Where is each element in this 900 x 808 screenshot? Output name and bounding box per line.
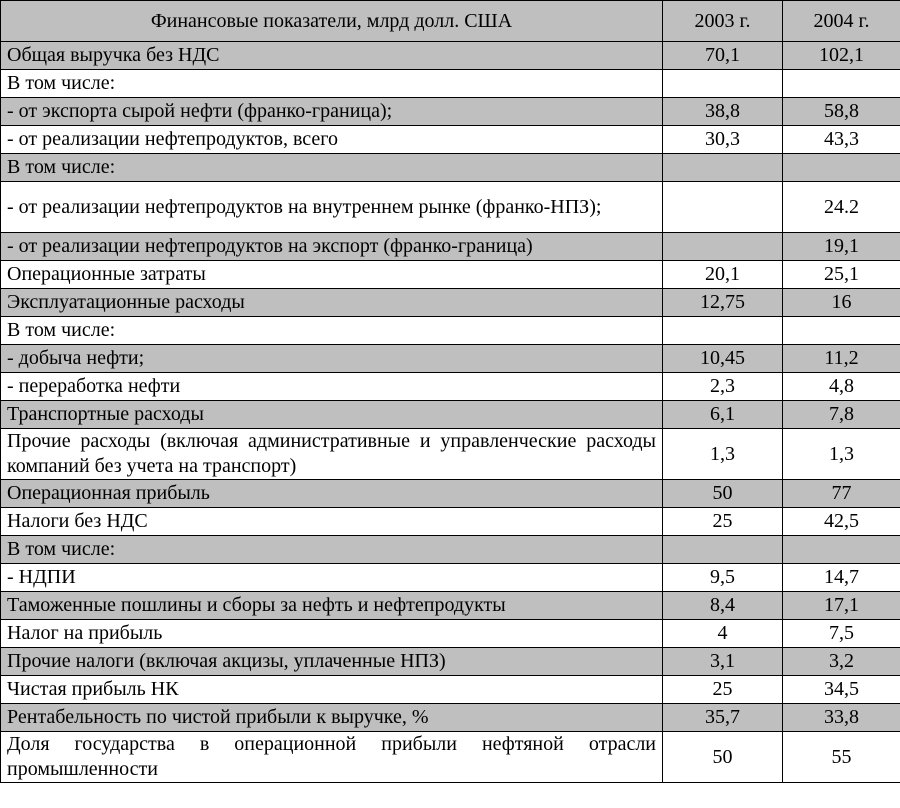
value-2004: 1,3 xyxy=(783,429,900,480)
row-label: - от реализации нефтепродуктов, всего xyxy=(1,126,663,154)
table-row xyxy=(1,704,900,732)
row-label: - переработка нефти xyxy=(1,373,663,401)
row-label: Транспортные расходы xyxy=(1,401,663,429)
table-row xyxy=(1,648,900,676)
table-row xyxy=(1,592,900,620)
value-2003 xyxy=(663,536,783,564)
table-row xyxy=(1,182,900,233)
header-2003: 2003 г. xyxy=(663,1,783,42)
value-2004: 25,1 xyxy=(783,261,900,289)
value-2004 xyxy=(783,536,900,564)
value-2004: 7,8 xyxy=(783,401,900,429)
value-2003 xyxy=(663,182,783,233)
row-label: - НДПИ xyxy=(1,564,663,592)
table-row xyxy=(1,154,900,182)
value-2004: 4,8 xyxy=(783,373,900,401)
table-row xyxy=(1,564,900,592)
value-2004: 17,1 xyxy=(783,592,900,620)
value-2004: 24.2 xyxy=(783,182,900,233)
value-2004: 11,2 xyxy=(783,345,900,373)
value-2003: 50 xyxy=(663,732,783,783)
value-2003: 10,45 xyxy=(663,345,783,373)
header-label: Финансовые показатели, млрд долл. США xyxy=(1,1,663,42)
table-row xyxy=(1,70,900,98)
value-2004: 77 xyxy=(783,480,900,508)
row-label: - от экспорта сырой нефти (франко-граница); xyxy=(1,98,663,126)
value-2003 xyxy=(663,317,783,345)
value-2004: 58,8 xyxy=(783,98,900,126)
value-2003: 12,75 xyxy=(663,289,783,317)
row-label: В том числе: xyxy=(1,536,663,564)
table-row xyxy=(1,233,900,261)
row-label: Эксплуатационные расходы xyxy=(1,289,663,317)
value-2003: 3,1 xyxy=(663,648,783,676)
row-label: Прочие налоги (включая акцизы, уплаченные НПЗ) xyxy=(1,648,663,676)
row-label: Налоги без НДС xyxy=(1,508,663,536)
table-row xyxy=(1,732,900,783)
row-label: Прочие расходы (включая административные и управленческие расходы компаний без учета на транспорт) xyxy=(1,429,663,480)
table-row xyxy=(1,317,900,345)
value-2004: 102,1 xyxy=(783,42,900,70)
table-row xyxy=(1,126,900,154)
value-2003: 25 xyxy=(663,508,783,536)
row-label: Общая выручка без НДС xyxy=(1,42,663,70)
value-2003: 50 xyxy=(663,480,783,508)
value-2003: 8,4 xyxy=(663,592,783,620)
table-row xyxy=(1,42,900,70)
table-row xyxy=(1,98,900,126)
table-row xyxy=(1,429,900,480)
header-2004: 2004 г. xyxy=(783,1,900,42)
table-row xyxy=(1,261,900,289)
table-header-row xyxy=(1,1,900,42)
table-row xyxy=(1,508,900,536)
value-2003: 30,3 xyxy=(663,126,783,154)
value-2004 xyxy=(783,317,900,345)
value-2003: 25 xyxy=(663,676,783,704)
value-2003: 70,1 xyxy=(663,42,783,70)
row-label: - от реализации нефтепродуктов на экспорт (франко-граница) xyxy=(1,233,663,261)
value-2003: 6,1 xyxy=(663,401,783,429)
row-label: Чистая прибыль НК xyxy=(1,676,663,704)
value-2004: 3,2 xyxy=(783,648,900,676)
value-2004: 34,5 xyxy=(783,676,900,704)
table-row xyxy=(1,289,900,317)
table-row xyxy=(1,401,900,429)
table-row xyxy=(1,373,900,401)
value-2004: 7,5 xyxy=(783,620,900,648)
value-2004 xyxy=(783,154,900,182)
value-2003: 35,7 xyxy=(663,704,783,732)
row-label: В том числе: xyxy=(1,70,663,98)
table-row xyxy=(1,620,900,648)
value-2003: 9,5 xyxy=(663,564,783,592)
value-2003 xyxy=(663,154,783,182)
table-row xyxy=(1,345,900,373)
value-2003: 1,3 xyxy=(663,429,783,480)
row-label: - добыча нефти; xyxy=(1,345,663,373)
value-2004 xyxy=(783,70,900,98)
row-label: Рентабельность по чистой прибыли к выручке, % xyxy=(1,704,663,732)
table-row xyxy=(1,676,900,704)
value-2003: 20,1 xyxy=(663,261,783,289)
value-2003 xyxy=(663,233,783,261)
value-2004: 19,1 xyxy=(783,233,900,261)
row-label: Доля государства в операционной прибыли нефтяной отрасли промышленности xyxy=(1,732,663,783)
row-label: В том числе: xyxy=(1,317,663,345)
value-2003 xyxy=(663,70,783,98)
value-2004: 42,5 xyxy=(783,508,900,536)
value-2003: 2,3 xyxy=(663,373,783,401)
table-row xyxy=(1,536,900,564)
row-label: Операционная прибыль xyxy=(1,480,663,508)
value-2004: 33,8 xyxy=(783,704,900,732)
row-label: Операционные затраты xyxy=(1,261,663,289)
value-2004: 55 xyxy=(783,732,900,783)
value-2004: 14,7 xyxy=(783,564,900,592)
table-row xyxy=(1,480,900,508)
value-2003: 4 xyxy=(663,620,783,648)
row-label: Таможенные пошлины и сборы за нефть и нефтепродукты xyxy=(1,592,663,620)
value-2003: 38,8 xyxy=(663,98,783,126)
value-2004: 16 xyxy=(783,289,900,317)
row-label: Налог на прибыль xyxy=(1,620,663,648)
row-label: В том числе: xyxy=(1,154,663,182)
row-label: - от реализации нефтепродуктов на внутреннем рынке (франко-НПЗ); xyxy=(1,182,663,233)
value-2004: 43,3 xyxy=(783,126,900,154)
